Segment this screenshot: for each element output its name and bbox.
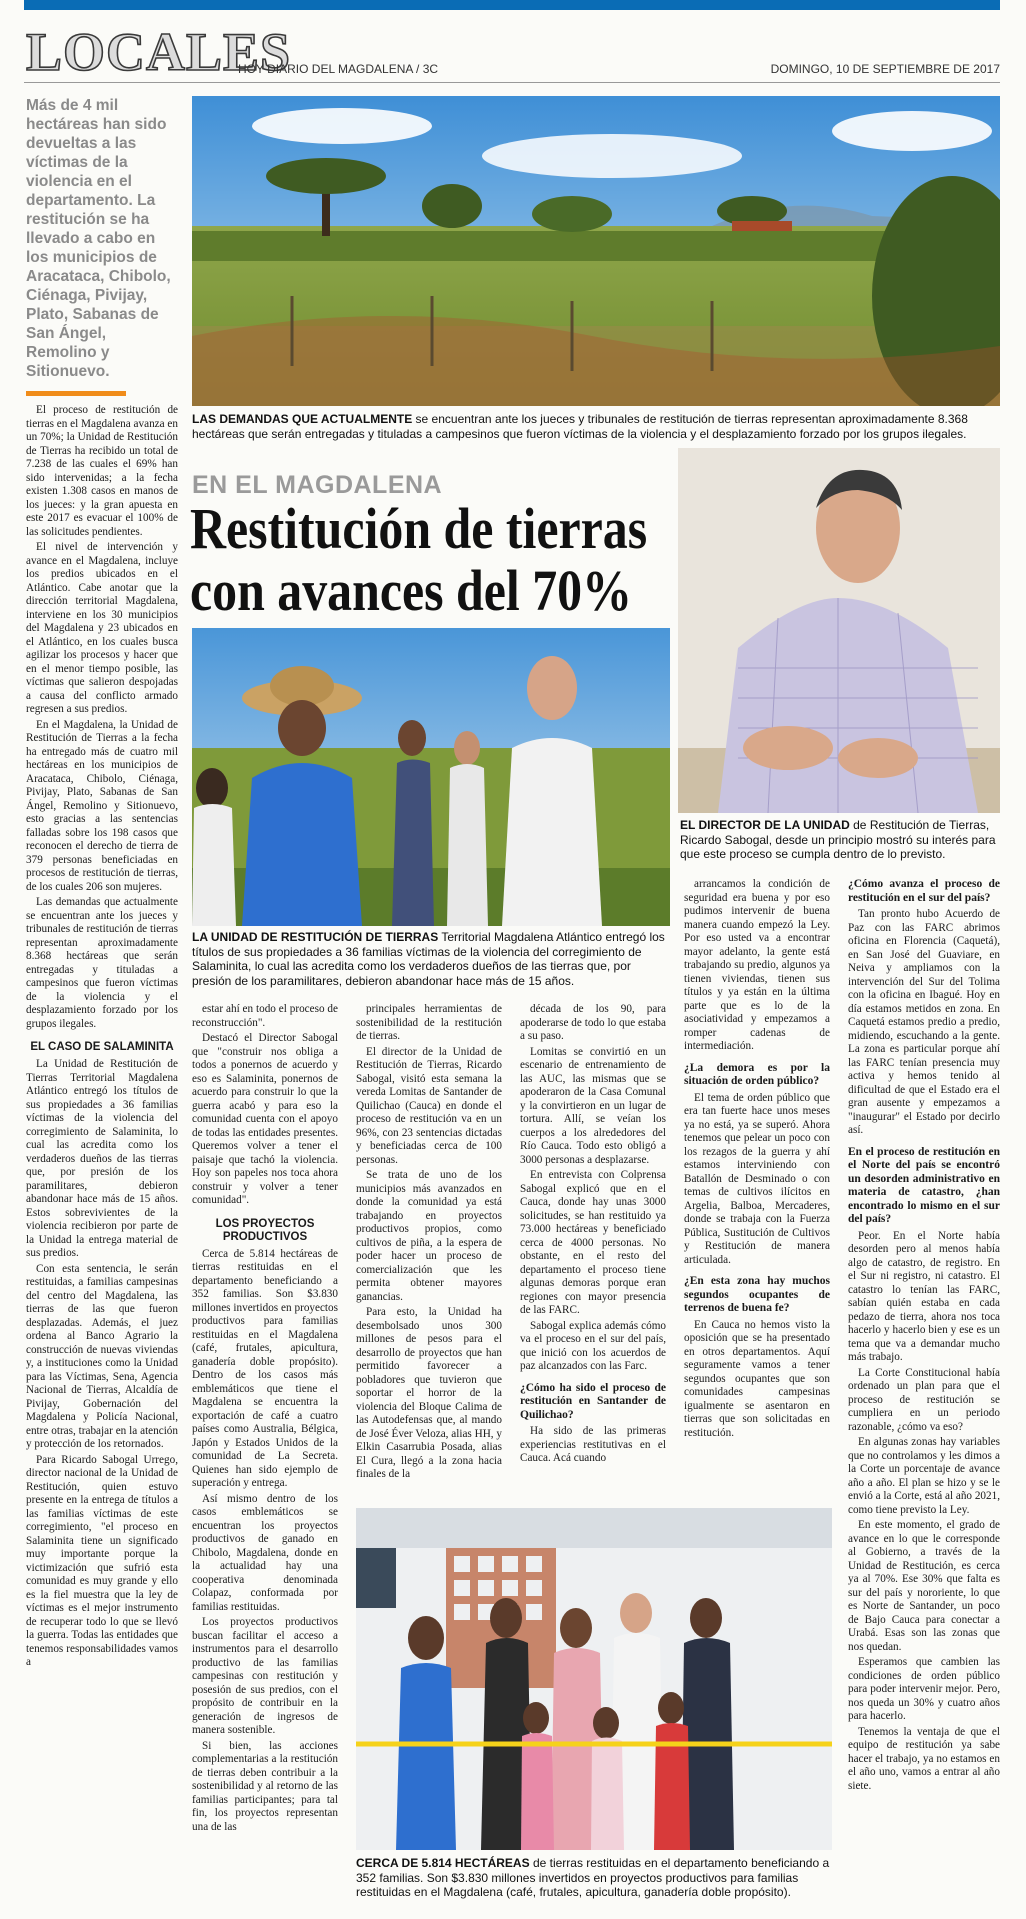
paragraph: Para Ricardo Sabogal Urrego, director nacional de la Unidad de Restitución, quien estuvo presente en la entrega de títulos a las familias víctimas de este corregimiento, "el proceso en Salaminita tiene un significado muy importante porque la victimización que sufrió esta comunidad es muy grande y ello es la fiel muestra que la ley de víctimas es el mejor instrumento de recuperar todo lo que se llevó la guerra. Todas las entidades que tenemos responsabilidades vamos a bbox=[26, 1453, 178, 1668]
director-photo bbox=[678, 448, 1000, 813]
header-rule bbox=[24, 82, 1000, 83]
paragraph: La Unidad de Restitución de Tierras Territorial Magdalena Atlántico entregó los títulos de sus propiedades a 36 familias víctimas de la violencia del corregimiento de Salaminita, lo cual las acredita como los verdaderos dueños de las tierras que, por presión de los paramilitares, debieron abandonar hace más de 15 años. Estos sobrevivientes de la violencia recibieron por parte de la Unidad la entrega material de sus predios. bbox=[26, 1058, 178, 1259]
paragraph: Destacó el Director Sabogal que "construir nos obliga a todos a ponernos de acuerdo y eso es Salaminita, ponernos de acuerdo para construir lo que la guerra acabó y para eso la comunidad cuenta con el apoyo de todas las entidades presentes. Queremos volver a tener el paisaje que tachó la violencia. Hoy son papeles nos toca ahora construir y volver a tener comunidad". bbox=[192, 1032, 338, 1206]
paragraph: El nivel de intervención y avance en el Magdalena, incluye los predios ubicados en el Atlántico. Cabe anotar que la dirección territorial Magdalena, interviene en los 30 municipios del Magdalena y 23 ubicados en el Atlántico, en los cuales busca agilizar los procesos y hacer que en el menor tiempo posible, las víctimas que salieron despojadas a causa del conflicto armado regresen a sus predios. bbox=[26, 541, 178, 715]
ceremony-illustration bbox=[356, 1508, 832, 1850]
question: ¿La demora es por la situación de orden público? bbox=[684, 1061, 830, 1087]
paragraph: principales herramientas de sostenibilidad de la restitución de tierras. bbox=[356, 1003, 502, 1042]
question: ¿En esta zona hay muchos segundos ocupantes de terrenos de buena fe? bbox=[684, 1275, 830, 1314]
director-illustration bbox=[678, 448, 1000, 813]
top-color-bar bbox=[24, 0, 1000, 10]
column-4-text bbox=[520, 1003, 666, 1468]
paragraph: En algunas zonas hay variables que no controlamos y les dimos a la Corte un porcentaje de avance año a año. El plan se hizo y se le envió a la Corte, está al año 2021, como tiene previsto la Ley. bbox=[848, 1436, 1000, 1516]
caption-lead: LA UNIDAD DE RESTITUCIÓN DE TIERRAS bbox=[192, 930, 439, 944]
kicker: EN EL MAGDALENA bbox=[192, 471, 443, 499]
landscape-photo bbox=[192, 96, 1000, 406]
summary-lead: Más de 4 mil hectáreas han sido devueltas a las víctimas de la violencia en el departamento. La restitución se ha llevado a cabo en los municipios de Aracataca, Chibolo, Ciénaga, Pivijay, Plato, Sabanas de San Ángel, Remolino y Sitionuevo. bbox=[26, 97, 171, 380]
paragraph: Ha sido de las primeras experiencias restitutivas en el Cauca. Acá cuando bbox=[520, 1425, 666, 1464]
paragraph: En Cauca no hemos visto la oposición que se ha presentado en otros departamentos. Aquí seguramente vamos a tener segundos ocupantes que son comunidades campesinas igualmente se asentaron en tierras que son solicitadas en restitución. bbox=[684, 1318, 830, 1439]
subheading: LOS PROYECTOS PRODUCTIVOS bbox=[215, 1217, 315, 1243]
paragraph: Con esta sentencia, le serán restituidas, a familias campesinas del centro del Magdalena, las tierras de las que fueron desplazadas. Además, el juez ordena al Banco Agrario la construcción de nuevas viviendas y, a instituciones como la Unidad para las Víctimas, Sena, Agencia Nacional de Tierras, Alcaldía de Pivijay, Gobernación del Magdalena y Policía Nacional, entre otras, trabajar en la atención y protección de los retornados. bbox=[26, 1262, 178, 1450]
caption-text: de tierras restituidas en el departamento beneficiando a 352 familias. Son $3.830 millones invertidos en proyectos productivos para familias restituidas en el Magdalena (café, frutales, apicultura, ganadería doble propósito). bbox=[356, 1856, 830, 1899]
ceremony-photo bbox=[356, 1508, 832, 1850]
paragraph: Tan pronto hubo Acuerdo de Paz con las FARC abrimos oficina en Florencia (Caquetá), en San José del Guaviare, en Neiva y ampliamos con la intervención del Sur del Tolima con la oficina en Ibagué. Hoy en día estamos metidos en zona. En Caquetá estamos predio a predio, midiendo, escuchando a la gente. La zona es particular porque ahí las FARC tenían presencia muy activa y hemos tenido al dificultad de que el Estado era el gran ausente y empezamos a "inaugurar" el Estado por decirlo así. bbox=[848, 908, 1000, 1136]
question: ¿Cómo ha sido el proceso de restitución en Santander de Quilichao? bbox=[520, 1381, 666, 1421]
paragraph: En este momento, el grado de avance en lo que le corresponde al Gobierno, a través de la Unidad de Restitución, es cerca ya al 70%. Ese 30% que falta es sur del país y nororiente, lo que es Norte de Santander, un poco de Bajo Cauca para conectar a Urabá. Esas son las zonas que nos quedan. bbox=[848, 1519, 1000, 1653]
group-photo bbox=[192, 628, 670, 926]
paragraph: Así mismo dentro de los casos emblemáticos se encuentran los proyectos productivos de ganado en Chibolo, Magdalena, donde en la actualidad hay una cooperativa denominada Colapaz, conformada por familias restituidas. bbox=[192, 1492, 338, 1613]
publication-name: HOY DIARIO DEL MAGDALENA / 3C bbox=[238, 62, 439, 76]
column-5-text bbox=[684, 878, 830, 1442]
director-caption bbox=[680, 818, 1000, 862]
question: ¿Cómo avanza el proceso de restitución en el sur del país? bbox=[848, 878, 1000, 904]
caption-text: Territorial Magdalena Atlántico entregó los títulos de sus propiedades a 36 familias víctimas de la violencia del corregimiento de Salaminita, lo cual las acredita como los verdaderos dueños de las tierras que, por presión de los paramilitares, debieron abandonar hace más de 15 años. bbox=[192, 930, 665, 988]
paragraph: Para esto, la Unidad ha desembolsado unos 300 millones de pesos para el desarrollo de proyectos que han permitido favorecer a pobladores que tuvieron que soportar el horror de la violencia del Bloque Calima de las Autodefensas que, al mando de José Éver Veloza, alias HH, y Elkin Casarrubia Posada, alias El Cura, llegó a la zona hacia finales de la bbox=[356, 1306, 502, 1480]
question: En el proceso de restitución en el Norte del país se encontró un desorden administrativo en materia de catastro, ¿han encontrado lo mismo en el sur del país? bbox=[848, 1145, 1000, 1225]
paragraph: Lomitas se convirtió en un escenario de entrenamiento de las AUC, las mismas que se apoderaron de la Casa Comunal y la convirtieron en un lugar de tortura. Allí, se veían los cuerpos a los alrededores del Río Cauca. Todo esto obligó a 3000 personas a desplazarse. bbox=[520, 1045, 666, 1166]
caption-lead: EL DIRECTOR DE LA UNIDAD bbox=[680, 818, 850, 832]
paragraph: Si bien, las acciones complementarias a la restitución de tierras deben contribuir a la sostenibilidad y al retorno de las familias participantes; para tal fin, los proyectos representan una de las bbox=[192, 1739, 338, 1833]
caption-lead: CERCA DE 5.814 HECTÁREAS bbox=[356, 1856, 530, 1870]
publication-date: DOMINGO, 10 DE SEPTIEMBRE DE 2017 bbox=[770, 62, 1000, 76]
paragraph: Sabogal explica además cómo va el proceso en el sur del país, que inició con los acuerdos de paz alcanzados con las Farc. bbox=[520, 1319, 666, 1372]
group-illustration bbox=[192, 628, 670, 926]
left-column bbox=[26, 96, 178, 1672]
column-1-text bbox=[26, 404, 178, 1670]
summary-divider bbox=[26, 391, 126, 396]
caption-text: de Restitución de Tierras, Ricardo Sabogal, desde un principio mostró su interés para que este proceso se cumpla dentro de lo previsto. bbox=[680, 818, 996, 861]
paragraph: El proceso de restitución de tierras en el Magdalena avanza en un 70%; la Unidad de Restitución de Tierras ha recibido un total de 7.238 de las cuales el 69% han sido intervenidas; a la fecha existen 1.308 casos en manos de los jueces: y la gran apuesta en este 2017 es evacuar el 100% de las solicitudes pendientes. bbox=[26, 404, 178, 538]
paragraph: En entrevista con Colprensa Sabogal explicó que en el Cauca, donde hay unas 3000 solicitudes, se han restituido ya 73.000 hectáreas y beneficiado cerca de 4000 personas. No obstante, en el resto del departamento el proceso tiene algunas demoras porque eran regiones con mayor presencia de las FARC. bbox=[520, 1169, 666, 1316]
paragraph: Cerca de 5.814 hectáreas de tierras restituidas en el departamento beneficiando a 352 familias. Son $3.830 millones invertidos en proyectos productivos para familias restituidas en el Magdalena (café, frutales, apicultura, ganadería doble propósito). Dentro de los casos más emblemáticos que tiene el Magdalena se encuentra la exportación de café a cuatro países como Australia, Bélgica, Japón y Estados Unidos de la comunidad de La Secreta. Quienes han sido ejemplo de superación y entrega. bbox=[192, 1247, 338, 1489]
headline bbox=[190, 496, 648, 623]
paragraph: Los proyectos productivos buscan facilitar el acceso a instrumentos para el desarrollo productivo de las familias campesinas con restitución y posesión de sus predios, con el propósito de contribuir en la generación de ingresos de manera sostenible. bbox=[192, 1616, 338, 1736]
column-6-text bbox=[848, 878, 1000, 1795]
paragraph: En el Magdalena, la Unidad de Restitución de Tierras a la fecha ha entregado más de cuatro mil hectáreas en los municipios de Aracataca, Chibolo, Ciénaga, Pivijay, Plato, Sabanas de San Ángel, Remolino y Sitionuevo, esto gracias a las sentencias falladas sobre los 198 casos que reconocen el derecho de tierra de 379 personas beneficiadas en procesos de restitución de tierras, de los cuales 206 son mujeres. bbox=[26, 718, 178, 893]
landscape-illustration bbox=[192, 96, 1000, 406]
headline-line-1: Restitución de tierras bbox=[190, 496, 648, 561]
paragraph: La Corte Constitucional había ordenado un plan para que el proceso de restitución se cumpliera en un periodo razonable, ¿cómo va eso? bbox=[848, 1366, 1000, 1433]
group-caption bbox=[192, 930, 670, 988]
ceremony-caption bbox=[356, 1856, 832, 1900]
paragraph: El tema de orden público que era tan fuerte hace unos meses ya no está, ya se superó. Ahora tenemos que pelear un poco con los rezagos de la guerra y ahí estamos interviniendo con Batallón de Desminado o con temas de cultivos ilícitos en Argelia, Balboa, Mercaderes, donde se trabaja con la Fuerza Pública, Sustitución de Cultivos y Restitución de manera articulada. bbox=[684, 1091, 830, 1266]
paragraph: El director de la Unidad de Restitución de Tierras, Ricardo Sabogal, visitó esta semana la vereda Lomitas de Santander de Quilichao (Cauca) en donde el proceso de restitución va en un 96%, con 23 sentencias dictadas y beneficiadas cerca de 100 personas. bbox=[356, 1045, 502, 1166]
column-3-text bbox=[356, 1003, 502, 1484]
subheading: EL CASO DE SALAMINITA bbox=[30, 1041, 174, 1053]
caption-lead: LAS DEMANDAS QUE ACTUALMENTE bbox=[192, 412, 413, 426]
paragraph: Las demandas que actualmente se encuentran ante los jueces y tribunales de restitución de tierras representan aproximadamente 8.368 hectáreas que serán entregadas y tituladas a campesinos que fueron víctimas de la violencia y el desplazamiento forzado por los grupos ilegales. bbox=[26, 896, 178, 1030]
paragraph: Tenemos la ventaja de que el equipo de restitución ya sabe hacer el trabajo, ya no estamos en el año uno, vamos a entrar al año siete. bbox=[848, 1725, 1000, 1792]
paragraph: arrancamos la condición de seguridad era buena y por eso pudimos intervenir de buena manera cuando empezó la Ley. Por eso usted va a encontrar mayor adelanto, la gente está trabajando su predio, algunos ya tienen viviendas, tienen sus títulos y ya están en la última parte que es lo de la asociatividad y empezamos a romper cadenas de intermediación. bbox=[684, 878, 830, 1052]
paragraph: Se trata de uno de los municipios más avanzados en donde la comunidad ya está trabajando en proyectos productivos propios, como cultivos de piña, a la espera de poder hacer un proceso de comercialización que les permita obtener mayores ganancias. bbox=[356, 1169, 502, 1303]
landscape-caption bbox=[192, 412, 1000, 441]
paragraph: Peor. En el Norte había desorden pero al menos había algo de catastro, de registro. En el Sur ni registro, ni catastro. El catastro lo tenían las FARC, sabían quién estaba en cada pedazo de tierra, ahora nos toca hacerlo y hacerlo bien y ese es un tema que va a demandar mucho más trabajo. bbox=[848, 1229, 1000, 1363]
paragraph: estar ahí en todo el proceso de reconstrucción". bbox=[192, 1003, 338, 1029]
section-title: LOCALES bbox=[26, 22, 292, 82]
headline-line-2: con avances del 70% bbox=[190, 558, 632, 623]
column-2-text bbox=[192, 1003, 338, 1836]
caption-text: se encuentran ante los jueces y tribunales de restitución de tierras representan aproximadamente 8.368 hectáreas que serán entregadas y tituladas a campesinos que fueron víctimas de la violencia y el desplazamiento forzado por los grupos ilegales. bbox=[192, 412, 968, 441]
paragraph: década de los 90, para apoderarse de todo lo que estaba a su paso. bbox=[520, 1003, 666, 1042]
paragraph: Esperamos que cambien las condiciones de orden público para poder intervenir mejor. Pero, nos queda un 30% y cuatro años para hacerlo. bbox=[848, 1656, 1000, 1722]
